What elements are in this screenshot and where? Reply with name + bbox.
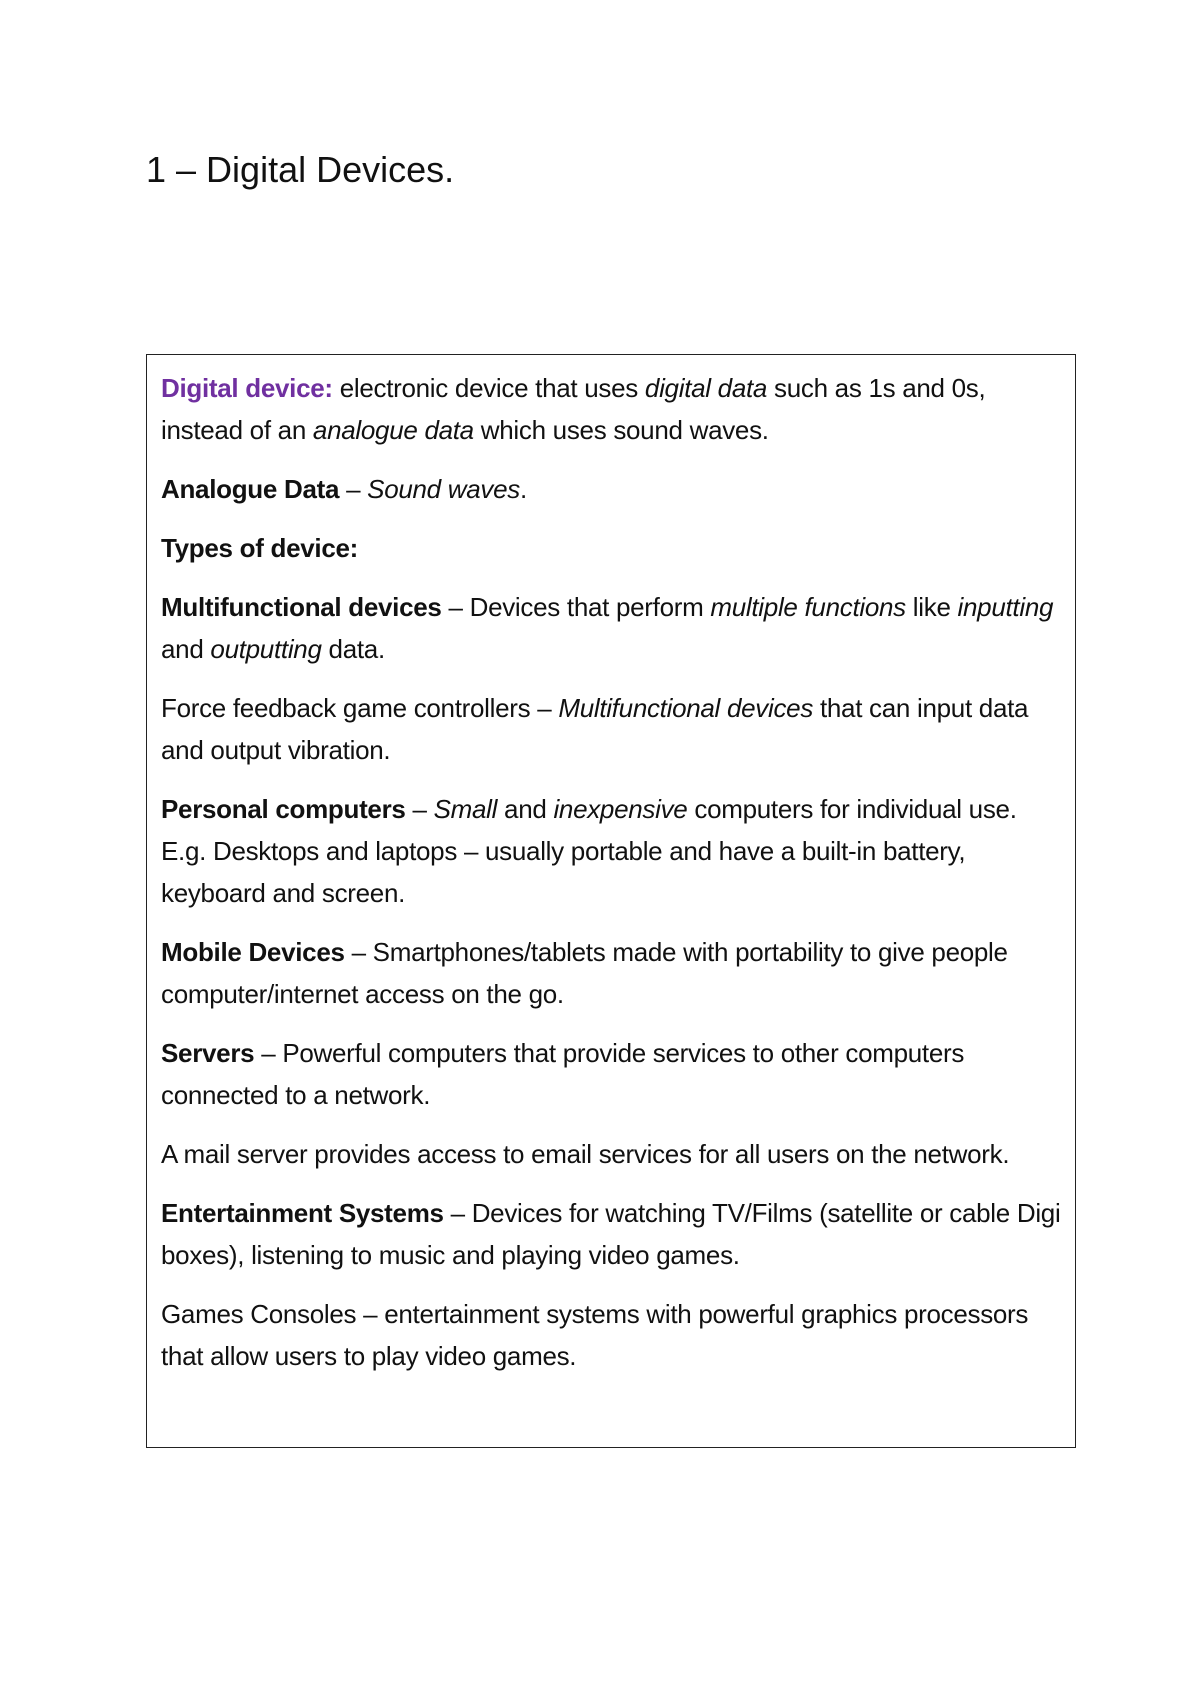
text: – Smartphones/tablets made with portability to give people computer/internet access on the go. — [161, 937, 1008, 1009]
text: – — [405, 794, 434, 824]
emphasis-inputting: inputting — [957, 592, 1054, 622]
text: data. — [321, 634, 385, 664]
term-entertainment-systems: Entertainment Systems — [161, 1198, 444, 1228]
emphasis-outputting: outputting — [210, 634, 322, 664]
term-servers: Servers — [161, 1038, 255, 1068]
emphasis-analogue-data: analogue data — [312, 415, 474, 445]
term-multifunctional-devices: Multifunctional devices — [161, 592, 442, 622]
definition-analogue-data — [161, 468, 1063, 510]
definition-digital-device — [161, 367, 1063, 451]
term-mobile-devices: Mobile Devices — [161, 937, 345, 967]
definition-entertainment-systems — [161, 1192, 1063, 1276]
term-analogue-data: Analogue Data — [161, 474, 340, 504]
emphasis-multifunctional-devices: Multifunctional devices — [558, 693, 814, 723]
emphasis-multiple-functions: multiple functions — [710, 592, 906, 622]
text: – Devices that perform — [441, 592, 711, 622]
definition-force-feedback — [161, 687, 1063, 771]
text: and — [497, 794, 554, 824]
heading-types-of-device — [161, 527, 1063, 569]
text: – Devices for watching TV/Films (satellite or cable Digi boxes), listening to music and playing video games. — [161, 1198, 1061, 1270]
definition-multifunctional-devices — [161, 586, 1063, 670]
text: electronic device that uses — [332, 373, 645, 403]
definition-servers — [161, 1032, 1063, 1116]
text: Games Consoles – entertainment systems with powerful graphics processors that allow users to play video games. — [161, 1299, 1029, 1371]
text: – Powerful computers that provide services to other computers connected to a network. — [161, 1038, 965, 1110]
text: . — [519, 474, 527, 504]
definition-personal-computers — [161, 788, 1063, 914]
text: A mail server provides access to email services for all users on the network. — [161, 1139, 1010, 1169]
text: that can input data and output vibration. — [161, 693, 1029, 765]
text: such as 1s and 0s, instead of an — [161, 373, 986, 445]
text: – — [339, 474, 368, 504]
term-types-of-device: Types of device: — [161, 533, 359, 563]
term-personal-computers: Personal computers — [161, 794, 406, 824]
emphasis-inexpensive: inexpensive — [553, 794, 688, 824]
text: Force feedback game controllers – — [161, 693, 559, 723]
text: and — [161, 634, 211, 664]
text: which uses sound waves. — [473, 415, 769, 445]
definition-mobile-devices — [161, 931, 1063, 1015]
emphasis-small: Small — [433, 794, 498, 824]
text: computers for individual use. E.g. Desktops and laptops – usually portable and have a built-in battery, keyboard and screen. — [161, 794, 1017, 908]
emphasis-sound-waves: Sound waves — [367, 474, 520, 504]
definition-games-consoles — [161, 1293, 1063, 1377]
emphasis-digital-data: digital data — [644, 373, 768, 403]
definition-mail-server — [161, 1133, 1063, 1175]
text: like — [905, 592, 958, 622]
notes-box — [146, 354, 1076, 1448]
page-title: 1 – Digital Devices. — [146, 149, 455, 190]
term-digital-device: Digital device: — [161, 373, 333, 403]
